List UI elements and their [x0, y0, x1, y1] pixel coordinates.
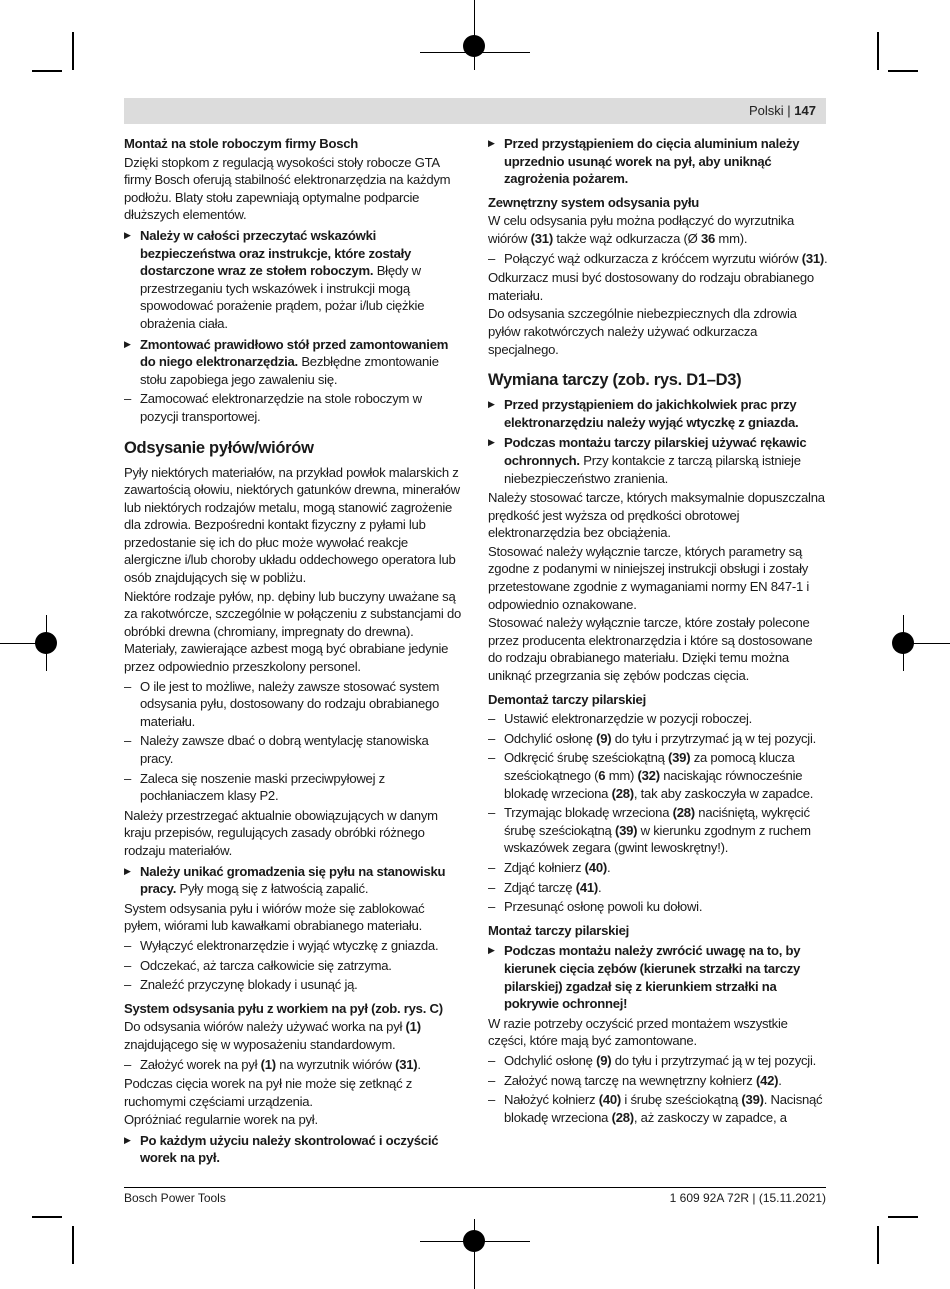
warning-bold-text: Należy unikać gromadzenia się pyłu na stanowisku pracy. [140, 863, 446, 897]
paragraph: Do odsysania szczególnie niebezpiecznych dla zdrowia pyłów rakotwórczych należy używać odkurzacza specjalnego. [488, 306, 797, 357]
warning-text: Bezbłędne zmontowanie stołu zapobiega jego zawaleniu się. [140, 354, 439, 387]
text: i śrubę sześciokątną [621, 1092, 742, 1108]
warning-item [488, 942, 828, 1012]
warning-bold-text: Po każdym użyciu należy skontrolować i oczyścić worek na pył. [140, 1132, 439, 1166]
crop-mark-tr-v [877, 32, 879, 70]
paragraph: Dzięki stopkom z regulacją wysokości stoły robocze GTA firmy Bosch oferują stabilność elektronarzędzia na każdym podłożu. Blaty stołu zapewniają optymalne podparcie dłuższych elementów. [124, 154, 451, 223]
text: . [598, 879, 602, 895]
paragraph: Niektóre rodzaje pyłów, np. dębiny lub buczyny uważane są za rakotwórcze, szczególnie w połączeniu z substancjami do obróbki drewna (chromiany, impregnaty do drewna). Materiały, zawierające azbest mogą być obrabiane jedynie przez odpowiednio przeszkolony personel. [124, 588, 462, 675]
text: Nałożyć kołnierz [504, 1092, 599, 1108]
list-item [488, 1052, 828, 1070]
ref-number: (31) [395, 1056, 418, 1072]
registration-dot-bottom [463, 1230, 485, 1252]
list-item: – Przesunąć osłonę powoli ku dołowi. [488, 898, 828, 916]
header-language: Polski [748, 103, 784, 118]
header-separator: | [787, 103, 791, 118]
warning-item [124, 336, 462, 389]
section-title-blade-dismount: Demontaż tarczy pilarskiej [488, 691, 646, 707]
ref-number: (9) [596, 730, 612, 746]
ref-number: (41) [575, 879, 598, 895]
section-title-dust-bag: System odsysania pyłu z workiem na pył (zob. rys. C) [124, 1000, 443, 1016]
text: , aż zaskoczy w zapadce, a [633, 1109, 787, 1125]
paragraph: Opróżniać regularnie worek na pył. [124, 1112, 318, 1128]
list-item: – Wyłączyć elektronarzędzie i wyjąć wtyczkę z gniazda. [124, 937, 462, 955]
list-item [488, 1072, 828, 1090]
warning-item [488, 135, 828, 188]
ref-number: (31) [530, 230, 553, 246]
ref-number: (39) [741, 1092, 764, 1108]
text: Założyć worek na pył [140, 1056, 261, 1072]
text: na wyrzutnik wiórów [275, 1056, 396, 1072]
ref-number: (9) [596, 1052, 612, 1068]
text: . [417, 1056, 421, 1072]
text: naciskając równocześnie blokadę wrzeciona [504, 768, 803, 801]
ref-number: (28) [672, 805, 695, 821]
list-item: – Należy zawsze dbać o dobrą wentylację stanowiska pracy. [124, 732, 462, 767]
list-item [488, 749, 828, 802]
warning-bold-text: Przed przystąpieniem do jakichkolwiek prac przy elektronarzędziu należy wyjąć wtyczkę z gniazda. [504, 397, 799, 430]
footer-brand: Bosch Power Tools [124, 1191, 226, 1205]
registration-dot-right [892, 632, 914, 654]
warning-item [124, 227, 462, 333]
warning-text: Błędy w przestrzeganiu tych wskazówek i instrukcji mogą spowodować porażenie prądem, pożar i/lub ciężkie obrażenia ciała. [140, 263, 425, 331]
warning-text: Pyły mogą się z łatwością zapalić. [176, 881, 369, 897]
ref-number: (32) [637, 768, 660, 783]
ref-number: (40) [598, 1092, 622, 1108]
section-title-blade-mount: Montaż tarczy pilarskiej [488, 922, 629, 938]
text: Zdjąć tarczę [504, 879, 576, 895]
text: Trzymając blokadę wrzeciona [504, 805, 673, 821]
list-item [488, 1091, 828, 1126]
text: , tak aby zaskoczyła w zapadce. [633, 785, 814, 801]
ref-number: (31) [801, 250, 825, 266]
crop-mark-tl-v [72, 32, 74, 70]
paragraph: Należy przestrzegać aktualnie obowiązujących w danym kraju przepisów, regulujących zasady obróbki różnego rodzaju materiałów. [124, 807, 438, 858]
section-heading-blade-change: Wymiana tarczy (zob. rys. D1–D3) [488, 371, 742, 390]
ref-number: (1) [405, 1019, 421, 1035]
page-number: 147 [794, 103, 816, 118]
paragraph: Stosować należy wyłącznie tarcze, których parametry są zgodne z podanymi w niniejszej instrukcji obsługi i zostały przetestowane zgodnie z wymaganiami normy EN 847-1 i odpowiednio oznakowane. [488, 543, 810, 612]
text: . [606, 859, 611, 875]
paragraph: Stosować należy wyłącznie tarcze, które zostały polecone przez producenta elektronarzędzia i które są dostosowane do rodzaju obrabianego materiału. Dzięki temu można uniknąć przegrzania się zębów podczas cięcia. [488, 615, 813, 684]
crop-mark-bl-v [72, 1226, 74, 1264]
warning-item [124, 863, 462, 898]
crop-mark-br-h [888, 1216, 918, 1218]
list-item [488, 730, 828, 748]
ref-number: (40) [584, 859, 607, 875]
registration-dot-top [463, 35, 485, 57]
paragraph: Odkurzacz musi być dostosowany do rodzaju obrabianego materiału. [488, 270, 814, 303]
paragraph: Podczas cięcia worek na pył nie może się zetknąć z ruchomymi częściami urządzenia. [124, 1076, 413, 1109]
ref-number: (39) [668, 750, 691, 766]
warning-bold-text: Należy w całości przeczytać wskazówki bezpieczeństwa oraz instrukcje, które zostały dostarczone wraz ze stołem roboczym. [140, 227, 412, 279]
text: Odchylić osłonę [504, 1052, 597, 1068]
warning-bold-text: Zmontować prawidłowo stół przed zamontowaniem do niego elektronarzędzia. [140, 336, 449, 370]
text: Do odsysania wiórów należy używać worka na pył [124, 1019, 406, 1035]
text: Połączyć wąż odkurzacza z króćcem wyrzutu wiórów [504, 250, 802, 266]
text: Odchylić osłonę [504, 730, 597, 746]
text: . [778, 1072, 782, 1088]
list-item: – Zaleca się noszenie maski przeciwpyłowej z pochłaniaczem klasy P2. [124, 770, 462, 805]
section-heading-dust: Odsysanie pyłów/wiórów [124, 438, 314, 457]
text: do tyłu i przytrzymać ją w tej pozycji. [611, 730, 816, 746]
paragraph: System odsysania pyłu i wiórów może się zablokować pyłem, wiórami lub kawałkami obrabianego materiału. [124, 900, 425, 934]
text: mm). [715, 230, 748, 246]
list-item: – Znaleźć przyczynę blokady i usunąć ją. [124, 976, 462, 994]
paragraph: Należy stosować tarcze, których maksymalnie dopuszczalna prędkość jest wyższa od prędkości obrotowej elektronarzędzia bez obciążenia. [488, 490, 825, 541]
crop-mark-br-v [877, 1226, 879, 1264]
ref-number: (1) [260, 1056, 276, 1072]
list-item: – Odczekać, aż tarcza całkowicie się zatrzyma. [124, 957, 462, 975]
header-text [749, 103, 816, 118]
text: naciśniętą, wykręcić śrubę sześciokątną [504, 805, 810, 838]
list-item: – Zamocować elektronarzędzie na stole roboczym w pozycji transportowej. [124, 390, 462, 425]
text: Zdjąć kołnierz [504, 859, 585, 875]
paragraph [124, 1018, 462, 1053]
right-column [488, 135, 828, 1128]
value: 36 [700, 230, 716, 246]
text: W celu odsysania pyłu można podłączyć do wyrzutnika wiórów [488, 213, 795, 246]
warning-text: Przy kontakcie z tarczą pilarską istnieje niebezpieczeństwo zranienia. [504, 452, 801, 486]
paragraph: W razie potrzeby oczyścić przed montażem wszystkie części, które mają być zamontowane. [488, 1015, 788, 1049]
list-item [488, 250, 828, 268]
list-item [488, 804, 828, 857]
warning-bold-text: Przed przystąpieniem do cięcia aluminium należy uprzednio usunąć worek na pył, aby uniknąć zagrożenia pożarem. [504, 136, 800, 187]
warning-item [488, 434, 828, 487]
list-item: – O ile jest to możliwe, należy zawsze stosować system odsysania pyłu, dostosowany do rodzaju obrabianego materiału. [124, 678, 462, 731]
warning-bold-text: Podczas montażu należy zwrócić uwagę na to, by kierunek cięcia zębów (kierunek strzałki na tarczy pilarskiej) zgadzał się z kierunkiem strzałki na pokrywie ochronnej! [504, 943, 801, 1012]
page-header [124, 98, 826, 124]
section-title-external-extraction: Zewnętrzny system odsysania pyłu [488, 194, 700, 210]
left-column [124, 135, 462, 1169]
text: Założyć nową tarczę na wewnętrzny kołnierz [504, 1072, 756, 1088]
warning-bold-text: Podczas montażu tarczy pilarskiej używać rękawic ochronnych. [504, 435, 807, 468]
text: także wąż odkurzacza (Ø [552, 230, 701, 246]
paragraph: Pyły niektórych materiałów, na przykład powłok malarskich z zawartością ołowiu, niektórych gatunków drewna, minerałów lub niektórych rodzajów metalu, mogą stanowić zagrożenie dla zdrowia. Bezpośredni kontakt fizyczny z pyłami lub przedostanie się ich do płuc może wywołać reakcje alergiczne i/lub choroby układu oddechowego operatora lub osób znajdujących się w pobliżu. [124, 464, 460, 586]
warning-item [488, 396, 828, 431]
section-title-bosch-table: Montaż na stole roboczym firmy Bosch [124, 136, 359, 151]
text: . [824, 250, 828, 266]
crop-mark-tr-h [888, 70, 918, 72]
list-item: – Ustawić elektronarzędzie w pozycji roboczej. [488, 710, 828, 728]
text: do tyłu i przytrzymać ją w tej pozycji. [611, 1052, 816, 1068]
list-item [124, 1056, 462, 1074]
paragraph [488, 212, 828, 247]
text: za pomocą klucza sześciokątnego ( [504, 750, 795, 783]
footer-divider [124, 1187, 826, 1188]
text: w kierunku zgodnym z ruchem wskazówek zegara (gwint lewoskrętny!). [504, 822, 811, 856]
crop-mark-tl-h [32, 70, 62, 72]
text: . Nacisnąć blokadę wrzeciona [504, 1092, 823, 1125]
text: Odkręcić śrubę sześciokątną [504, 750, 669, 766]
crop-mark-bl-h [32, 1216, 62, 1218]
ref-number: (42) [755, 1072, 779, 1088]
list-item [488, 859, 828, 877]
text: mm) [605, 768, 638, 783]
value: 6 [598, 768, 606, 783]
registration-dot-left [35, 632, 57, 654]
warning-item [124, 1132, 462, 1167]
footer-doc-number: 1 609 92A 72R | (15.11.2021) [669, 1191, 826, 1205]
ref-number: (39) [614, 822, 638, 838]
ref-number: (28) [611, 1109, 634, 1125]
text: znajdującego się w wyposażeniu standardowym. [124, 1036, 396, 1052]
ref-number: (28) [611, 785, 634, 801]
list-item [488, 879, 828, 897]
